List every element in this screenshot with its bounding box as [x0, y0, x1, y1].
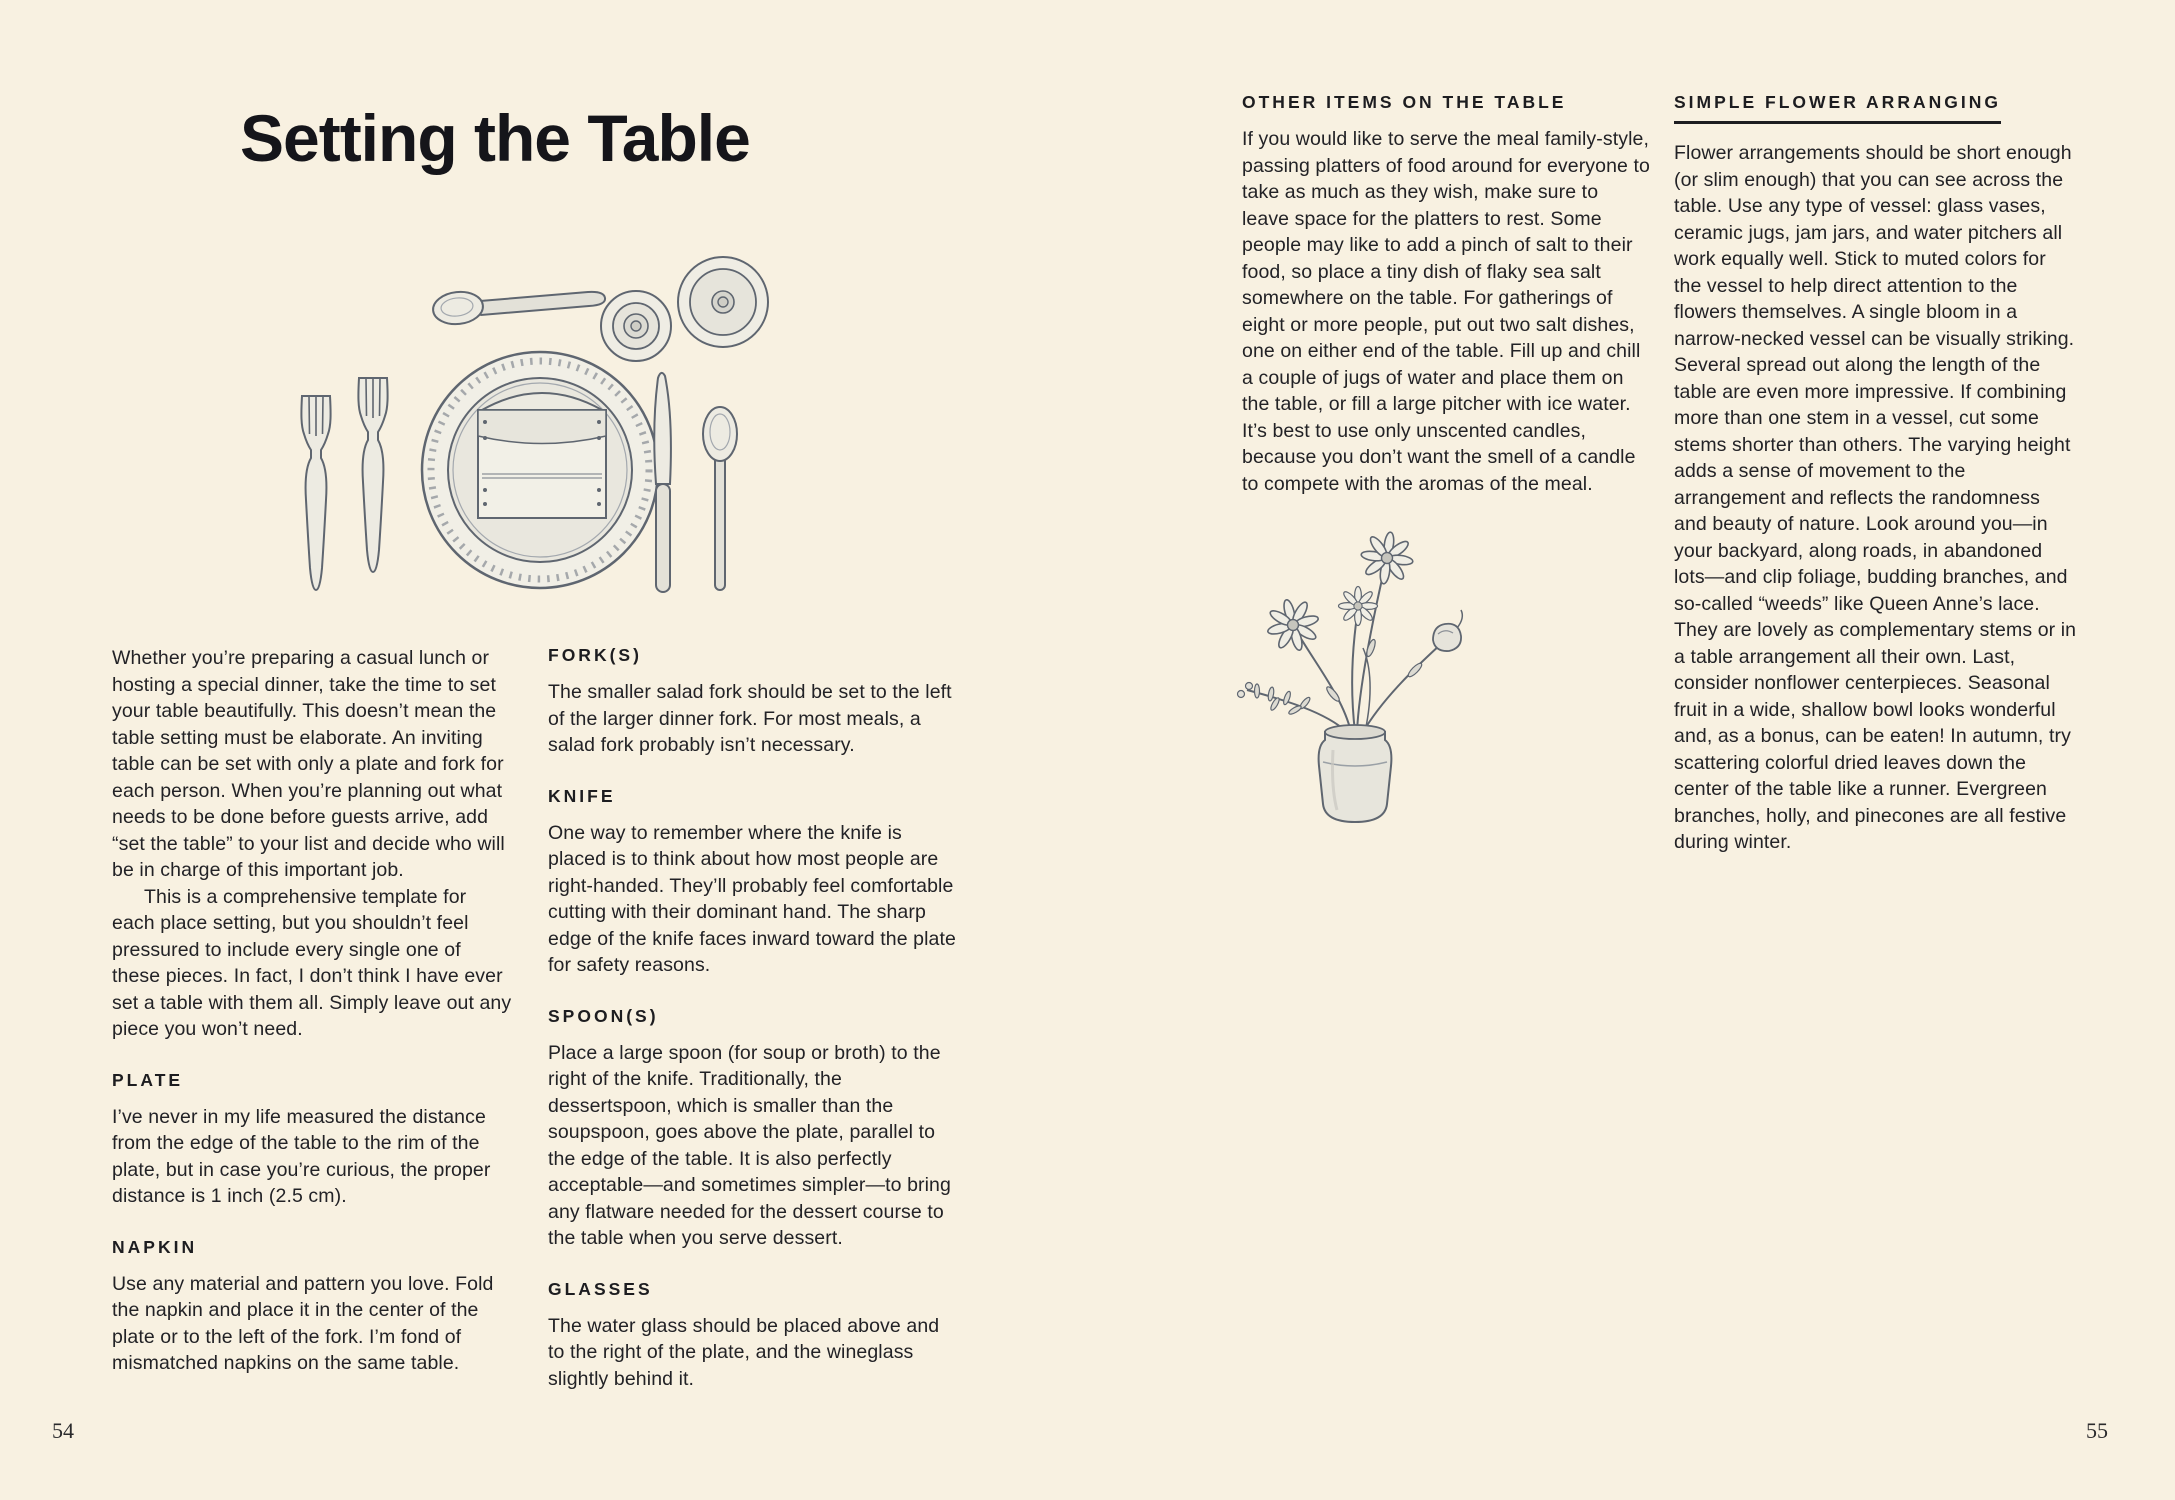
glasses-paragraph: The water glass should be placed above and to the right of the plate, and the wineglass slightly behind it.: [548, 1314, 940, 1390]
soup-spoon-sketch: [703, 407, 737, 590]
page-number-left: 54: [52, 1418, 74, 1443]
other-items-paragraph: If you would like to serve the meal family-style, passing platters of food around for everyone to take as much as they wish, make sure to leave space for the platters to rest. Some people may like to add a pinch of salt to their food, so place a tiny dish of flaky sea salt somewhere on the table. For gatherings of eight or more people, put out two salt dishes, one on either end of the table. Fill up and chill a couple of jugs of water and place them on the table, or fill a large pitcher with ice water. It’s best to use only unscented candles, because you don’t want the smell of a candle to compete with the aromas of the meal.: [1242, 128, 1650, 495]
poppy-bloom-sketch: [1433, 610, 1462, 651]
right-column-2: [1674, 92, 2078, 856]
right-column-1: [1242, 92, 1650, 497]
left-column-2: [548, 645, 956, 1392]
wine-glass-sketch: [601, 291, 671, 361]
heading-flower-arranging: SIMPLE FLOWER ARRANGING: [1674, 92, 2001, 124]
heading-glasses: GLASSES: [548, 1278, 653, 1299]
intro-paragraph-2: This is a comprehensive template for each place setting, but you shouldn’t feel pressured to include every single one of these pieces. In fact, I don’t think I have ever set a table with them all. Simply leave out any piece you won’t need.: [112, 885, 512, 1040]
napkin-sketch: [478, 393, 606, 518]
dessert-spoon-sketch: [431, 289, 605, 326]
plate-paragraph: I’ve never in my life measured the distance from the edge of the table to the rim of the plate, but in case you’re curious, the proper distance is 1 inch (2.5 cm).: [112, 1105, 491, 1207]
page-number-right: 55: [2086, 1418, 2108, 1443]
heading-plate: PLATE: [112, 1069, 184, 1090]
spoons-paragraph: Place a large spoon (for soup or broth) to the right of the knife. Traditionally, the dessertspoon, which is smaller than the soupspoon, goes above the plate, parallel to the edge of the table. It is also perfectly acceptable—and sometimes simpler—to bring any flatware needed for the dessert course to the table when you serve dessert.: [548, 1041, 951, 1249]
salad-fork-sketch: [301, 396, 330, 590]
heading-knife: KNIFE: [548, 785, 616, 806]
page-title: Setting the Table: [240, 101, 750, 175]
knife-paragraph: One way to remember where the knife is placed is to think about how most people are right-handed. They’ll probably feel comfortable cutting with their dominant hand. The sharp edge of the knife faces inward toward the plate for safety reasons.: [548, 821, 956, 976]
dinner-fork-sketch: [358, 378, 387, 572]
glass-jar-sketch: [1319, 725, 1392, 822]
heading-forks: FORK(S): [548, 645, 642, 665]
heading-spoons: SPOON(S): [548, 1005, 659, 1026]
intro-paragraph-1: Whether you’re preparing a casual lunch or hosting a special dinner, take the time to set your table beautifully. This doesn’t mean the table setting must be elaborate. An inviting table can be set with only a plate and fork for each person. When you’re planning out what needs to be done before guests arrive, add “set the table” to your list and decide who will be in charge of this important job.: [112, 647, 505, 881]
knife-sketch: [654, 373, 671, 592]
water-glass-sketch: [678, 257, 768, 347]
heading-other-items: OTHER ITEMS ON THE TABLE: [1242, 92, 1567, 112]
heading-napkin: NAPKIN: [112, 1236, 198, 1257]
left-column-1: [112, 645, 512, 1377]
place-setting-illustration: [268, 238, 788, 620]
flower-arranging-paragraph: Flower arrangements should be short enough (or slim enough) that you can see across the table. Use any type of vessel: glass vases, ceramic jugs, jam jars, and water pitchers all work equally well. Stick to muted colors for the vessel to help direct attention to the flowers themselves. A single bloom in a narrow-necked vessel can be visually striking. Several spread out along the length of the table are even more impressive. If combining more than one stem in a vessel, cut some stems shorter than others. The varying height adds a sense of movement to the arrangement and reflects the randomness and beauty of nature. Look around you—in your backyard, along roads, in abandoned lots—and clip foliage, budding branches, and so-called “weeds” like Queen Anne’s lace. They are lovely as complementary stems or in a table arrangement all their own. Last, consider nonflower centerpieces. Seasonal fruit in a wide, shallow bowl looks wonderful and, as a bonus, can be eaten! In autumn, try scattering colorful dried leaves down the center of the table like a runner. Evergreen branches, holly, and pinecones are all festive during winter.: [1674, 142, 2077, 853]
flower-vase-illustration: [1205, 498, 1505, 838]
napkin-paragraph: Use any material and pattern you love. Fold the napkin and place it in the center of the plate or to the left of the fork. I’m fond of mismatched napkins on the same table.: [112, 1272, 494, 1374]
forks-paragraph: The smaller salad fork should be set to the left of the larger dinner fork. For most meals, a salad fork probably isn’t necessary.: [548, 681, 952, 756]
